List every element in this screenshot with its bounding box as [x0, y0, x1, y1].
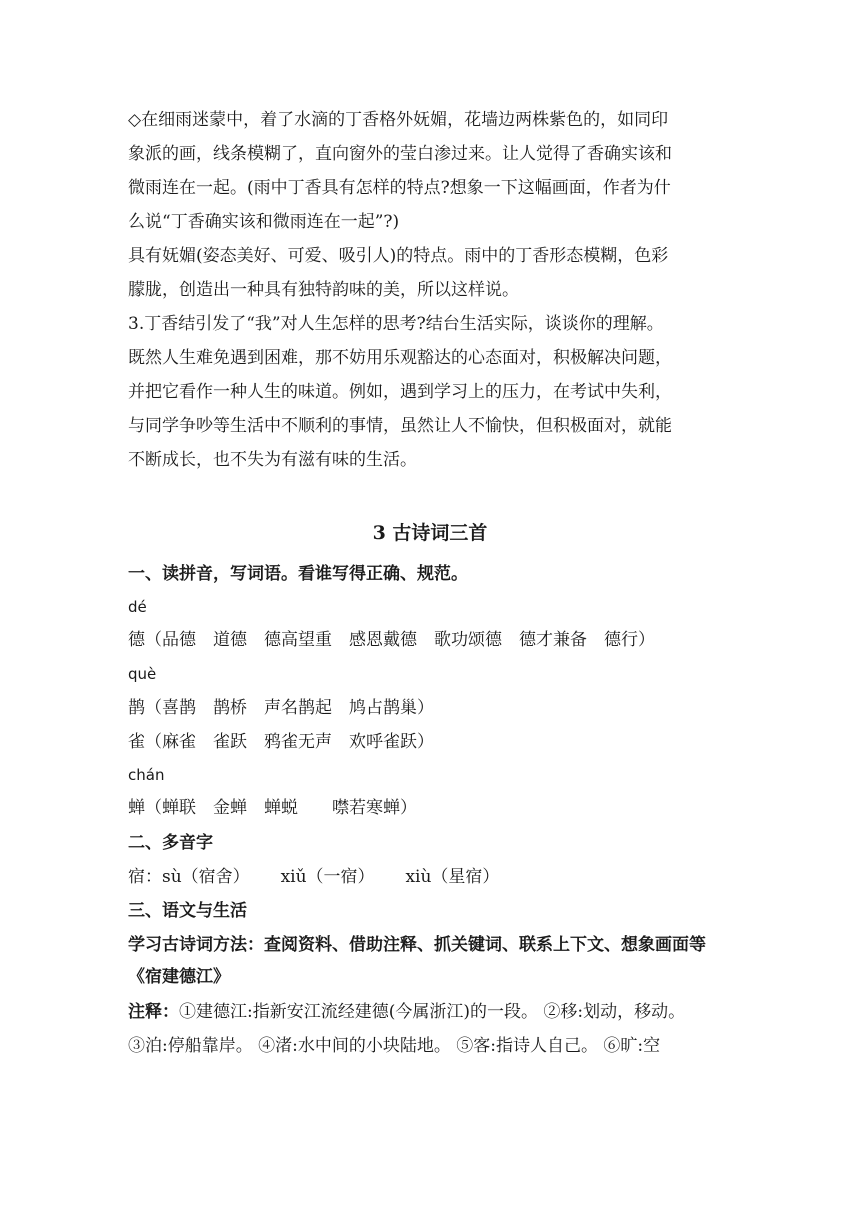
word-entry: 德（品德 道德 德高望重 感恩戴德 歌功颂德 德才兼备 德行） [128, 630, 655, 650]
notes-text: ①建德江:指新安江流经建德(今属浙江)的一段。 ②移:划动，移动。 [179, 1002, 686, 1022]
section-heading-life: 三、语文与生活 [128, 901, 247, 921]
question-line: 3.丁香结引发了“我”对人生怎样的思考?结台生活实际，谈谈你的理解。 [128, 314, 664, 334]
lesson-title: 3 古诗词三首 [372, 522, 488, 544]
pinyin-label: què [128, 665, 157, 683]
word-entry: 蝉（蝉联 金蝉 蝉蜕 噤若寒蝉） [128, 798, 417, 818]
pinyin-label: chán [128, 766, 165, 784]
paragraph-line: 微雨连在一起。(雨中丁香具有怎样的特点?想象一下这幅画面，作者为什 [128, 178, 671, 198]
polyphone-entry: 宿：sù（宿舍） xiǔ（一宿） xiù（星宿） [128, 867, 500, 887]
study-method: 学习古诗词方法：查阅资料、借助注释、抓关键词、联系上下文、想象画面等 [128, 935, 706, 955]
word-entry: 雀（麻雀 雀跃 鸦雀无声 欢呼雀跃） [128, 732, 434, 752]
paragraph-line: 么说“丁香确实该和微雨连在一起”?) [128, 212, 400, 232]
answer-line: 与同学争吵等生活中不顺利的事情，虽然让人不愉快，但积极面对，就能 [128, 416, 672, 436]
answer-line: 既然人生难免遇到困难，那不妨用乐观豁达的心态面对，积极解决问题， [128, 348, 672, 368]
notes-line: ③泊:停船靠岸。 ④渚:水中间的小块陆地。 ⑤客:指诗人自己。 ⑥旷:空 [128, 1036, 661, 1056]
notes-label: 注释： [128, 1002, 179, 1022]
paragraph-line: ◇在细雨迷蒙中，着了水滴的丁香格外妩媚，花墙边两株紫色的，如同印 [128, 110, 669, 130]
pinyin-label: dé [128, 598, 147, 616]
paragraph-line: 朦胧，创造出一种具有独特韵味的美，所以这样说。 [128, 280, 519, 300]
section-heading-polyphone: 二、多音字 [128, 833, 213, 853]
answer-line: 不断成长，也不失为有滋有味的生活。 [128, 450, 417, 470]
notes-line [128, 1002, 685, 1022]
section-heading-vocabulary: 一、读拼音，写词语。看谁写得正确、规范。 [128, 564, 468, 584]
poem-title: 《宿建德江》 [128, 967, 230, 987]
answer-line: 并把它看作一种人生的味道。例如，遇到学习上的压力，在考试中失利， [128, 382, 672, 402]
word-entry: 鹊（喜鹊 鹊桥 声名鹊起 鸠占鹊巢） [128, 698, 434, 718]
paragraph-line: 具有妩媚(姿态美好、可爱、吸引人)的特点。雨中的丁香形态模糊，色彩 [128, 246, 669, 266]
paragraph-line: 象派的画，线条模糊了，直向窗外的莹白渗过来。让人觉得了香确实该和 [128, 144, 672, 164]
